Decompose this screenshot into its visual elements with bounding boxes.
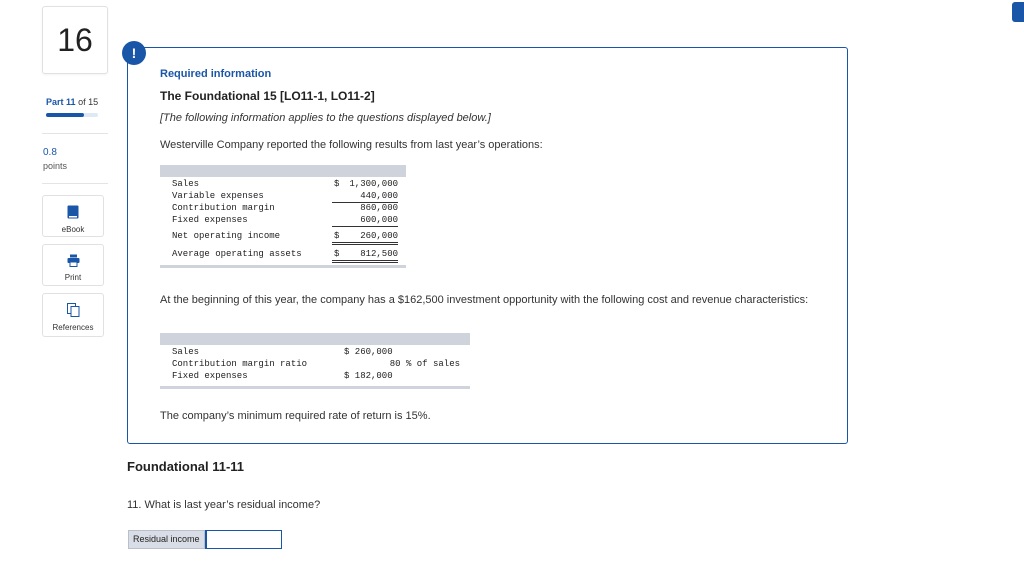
references-icon <box>67 303 80 319</box>
sidebar-divider <box>42 183 108 184</box>
row-value: 80 % of sales <box>389 359 460 369</box>
row-label: Average operating assets <box>172 249 302 259</box>
table-row <box>160 230 406 242</box>
table-footer <box>160 265 406 268</box>
row-label: Fixed expenses <box>172 215 248 225</box>
row-amount: 260,000 <box>332 230 398 245</box>
row-value: $ 260,000 <box>344 347 393 357</box>
row-amount: 440,000 <box>332 190 398 203</box>
info-note: [The following information applies to the questions displayed below.] <box>160 112 491 124</box>
table-row <box>160 370 470 382</box>
table-row <box>160 248 406 260</box>
table-row <box>160 358 470 370</box>
part-indicator <box>46 97 98 107</box>
printer-icon <box>67 254 80 269</box>
row-label: Net operating income <box>172 231 281 241</box>
table-row <box>160 190 406 202</box>
row-amount: 860,000 <box>360 203 398 213</box>
row-dollar: $ <box>334 231 340 241</box>
table-footer <box>160 386 470 389</box>
row-label: Variable expenses <box>172 191 264 201</box>
print-label: Print <box>64 273 82 282</box>
book-icon <box>67 205 79 221</box>
results-table <box>160 165 406 268</box>
investment-table <box>160 333 470 389</box>
question-number: 16 <box>42 6 108 74</box>
answer-label: Residual income <box>128 530 205 549</box>
row-label: Contribution margin ratio <box>172 359 308 369</box>
question-text: 11. What is last year’s residual income? <box>127 499 321 511</box>
foundational-heading: The Foundational 15 [LO11-1, LO11-2] <box>160 89 375 103</box>
part-progress-fill <box>46 113 84 117</box>
ebook-button[interactable] <box>42 195 104 237</box>
section-title: Foundational 11-11 <box>127 459 245 474</box>
ebook-label: eBook <box>61 225 85 234</box>
table-row <box>160 178 406 190</box>
part-progress-bar <box>46 113 98 117</box>
row-value: $ 182,000 <box>344 371 393 381</box>
points-label: points <box>43 161 68 171</box>
row-dollar: $ <box>334 249 340 259</box>
references-label: References <box>52 323 94 332</box>
row-label: Sales <box>172 179 200 189</box>
part-total: of 15 <box>78 97 99 107</box>
side-tab[interactable] <box>1012 2 1024 22</box>
row-amount: 812,500 <box>332 248 398 263</box>
answer-row <box>128 530 282 549</box>
table-header <box>160 333 470 345</box>
sidebar-divider <box>42 133 108 134</box>
table-header <box>160 165 406 177</box>
table-row <box>160 346 470 358</box>
row-dollar: $ <box>334 179 340 189</box>
residual-income-input[interactable] <box>205 530 282 549</box>
print-button[interactable] <box>42 244 104 286</box>
row-label: Contribution margin <box>172 203 275 213</box>
row-label: Sales <box>172 347 200 357</box>
part-current: 11 <box>66 97 76 107</box>
row-amount: 1,300,000 <box>349 179 398 189</box>
required-info-title: Required information <box>160 68 272 80</box>
row-amount: 600,000 <box>332 214 398 227</box>
part-label: Part <box>46 97 64 107</box>
investment-paragraph: At the beginning of this year, the company has a $162,500 investment opportunity with the following cost and revenue characteristics: <box>160 294 809 306</box>
alert-icon: ! <box>122 41 146 65</box>
rate-text: The company’s minimum required rate of return is 15%. <box>160 410 431 422</box>
references-button[interactable] <box>42 293 104 337</box>
row-label: Fixed expenses <box>172 371 248 381</box>
points-value: 0.8 <box>43 147 57 158</box>
intro-text: Westerville Company reported the following results from last year’s operations: <box>160 139 543 151</box>
table-row <box>160 214 406 226</box>
table-row <box>160 202 406 214</box>
